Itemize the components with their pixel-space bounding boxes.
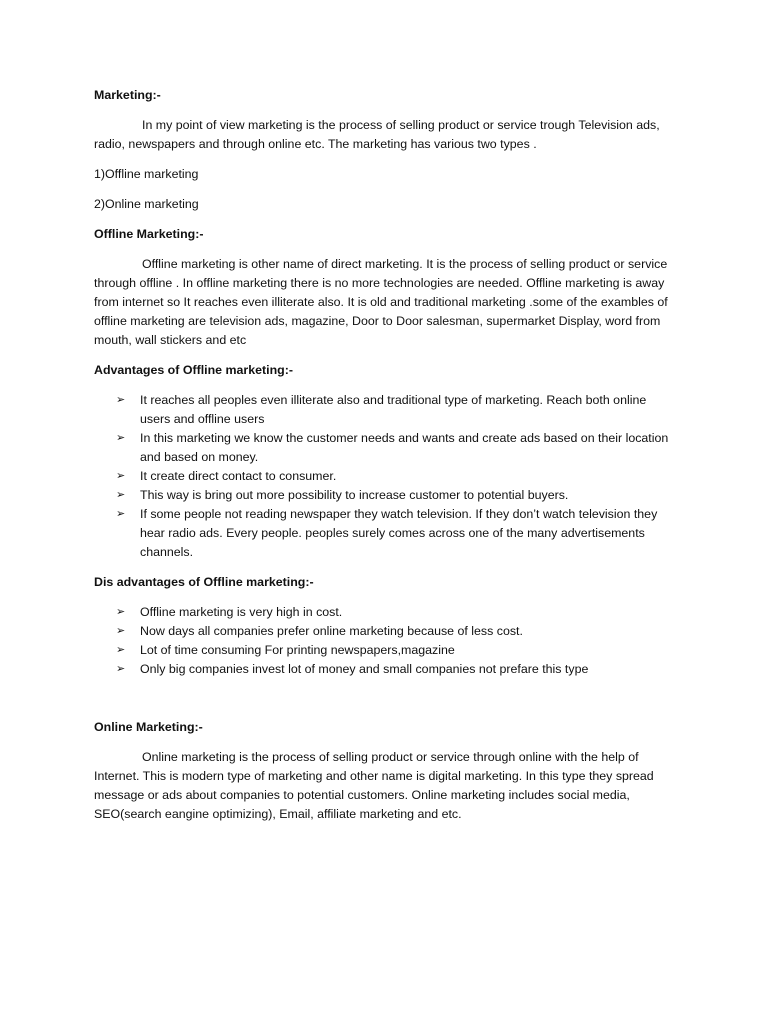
arrowhead-bullet-icon: ➢ [116, 606, 126, 618]
arrowhead-bullet-icon: ➢ [116, 470, 126, 482]
type-item-offline: 1)Offline marketing [94, 167, 199, 181]
list-item-text: Offline marketing is very high in cost. [140, 605, 343, 619]
arrowhead-bullet-icon: ➢ [116, 508, 126, 520]
marketing-intro-paragraph: In my point of view marketing is the process of selling product or service trough Television ads, radio, newspapers and through online etc. The marketing has various two types . [94, 118, 660, 151]
document-body [94, 86, 676, 835]
list-item [116, 505, 676, 562]
list-item [116, 429, 676, 467]
offline-marketing-heading: Offline Marketing:- [94, 227, 204, 241]
list-item-text: Only big companies invest lot of money and small companies not prefare this type [140, 662, 589, 676]
section-spacer [94, 690, 676, 718]
list-item-text: In this marketing we know the customer needs and wants and create ads based on their location and based on money. [140, 431, 669, 464]
offline-marketing-paragraph: Offline marketing is other name of direct marketing. It is the process of selling product or service through offline . In offline marketing there is no more technologies are needed. Offline marketing is away from internet so It reaches even illiterate also. It is old and traditional marketing .some of the exambles of offline marketing are television ads, magazine, Door to Door salesman, supermarket Display, word from mouth, wall stickers and etc [94, 257, 668, 347]
list-item [116, 603, 676, 622]
list-item [116, 660, 676, 679]
list-item [116, 641, 676, 660]
list-item-text: If some people not reading newspaper they watch television. If they don’t watch television they hear radio ads. Every people. peoples surely comes across one of the many advertisements channels. [140, 507, 658, 559]
list-item [116, 486, 676, 505]
arrowhead-bullet-icon: ➢ [116, 663, 126, 675]
list-item-text: This way is bring out more possibility to increase customer to potential buyers. [140, 488, 569, 502]
type-item-online: 2)Online marketing [94, 197, 199, 211]
list-item-text: It reaches all peoples even illiterate also and traditional type of marketing. Reach both online users and offline users [140, 393, 647, 426]
advantages-list [94, 391, 676, 562]
arrowhead-bullet-icon: ➢ [116, 625, 126, 637]
list-item [116, 391, 676, 429]
list-item-text: Now days all companies prefer online marketing because of less cost. [140, 624, 523, 638]
list-item-text: It create direct contact to consumer. [140, 469, 337, 483]
advantages-heading: Advantages of Offline marketing:- [94, 363, 293, 377]
online-marketing-heading: Online Marketing:- [94, 720, 203, 734]
arrowhead-bullet-icon: ➢ [116, 432, 126, 444]
disadvantages-list [94, 603, 676, 679]
arrowhead-bullet-icon: ➢ [116, 644, 126, 656]
list-item [116, 467, 676, 486]
online-marketing-paragraph: Online marketing is the process of selling product or service through online with the help of Internet. This is modern type of marketing and other name is digital marketing. In this type they spread message or ads about companies to potential customers. Online marketing includes social media, SEO(search eangine optimizing), Email, affiliate marketing and etc. [94, 750, 654, 821]
disadvantages-heading: Dis advantages of Offline marketing:- [94, 575, 314, 589]
marketing-heading: Marketing:- [94, 88, 161, 102]
list-item-text: Lot of time consuming For printing newspapers,magazine [140, 643, 455, 657]
arrowhead-bullet-icon: ➢ [116, 489, 126, 501]
list-item [116, 622, 676, 641]
arrowhead-bullet-icon: ➢ [116, 394, 126, 406]
